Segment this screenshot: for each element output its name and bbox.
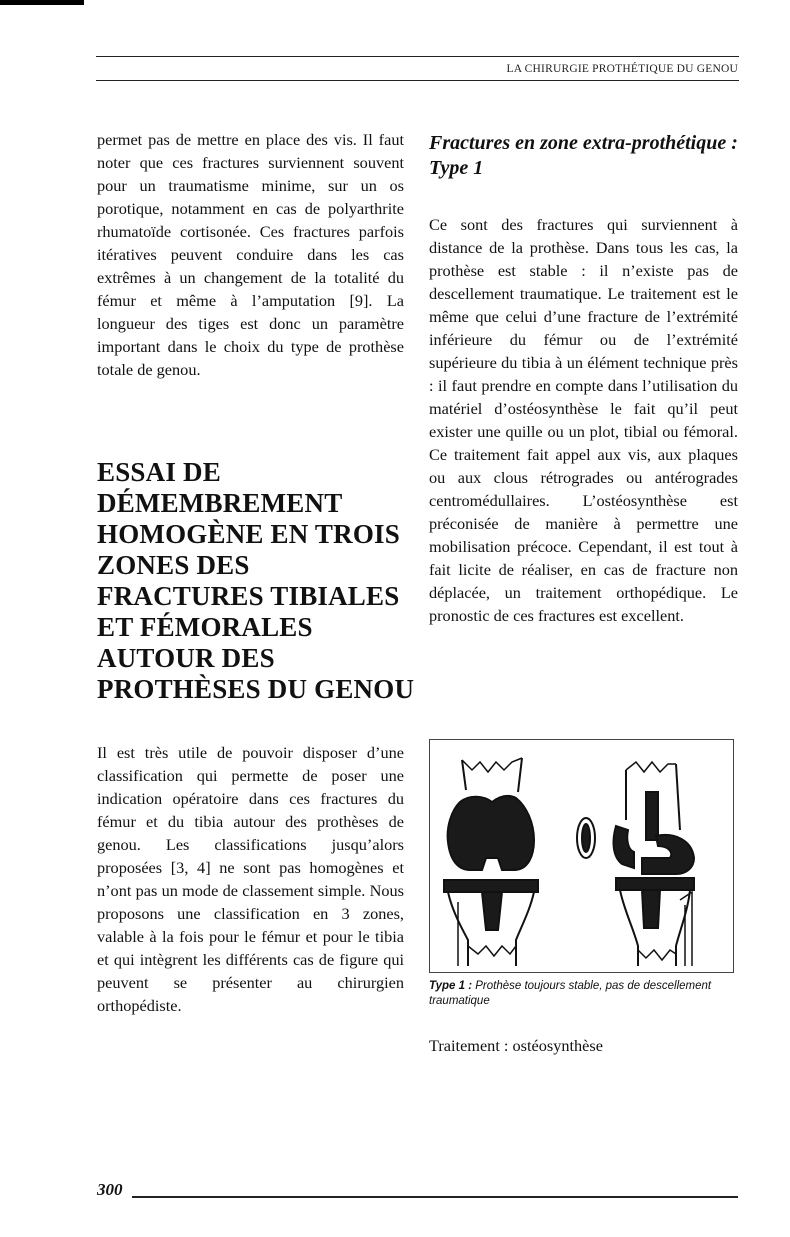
caption-text: Prothèse toujours stable, pas de descellement traumatique (429, 980, 712, 1007)
header-subrule (96, 80, 739, 81)
subsection-title: Fractures en zone extra-prothétique : Type 1 (429, 132, 738, 179)
knee-prosthesis-figure (429, 739, 734, 973)
caption-label: Type 1 : (429, 980, 473, 992)
page-number: 300 (97, 1180, 123, 1199)
right-paragraph: Ce sont des fractures qui surviennent à distance de la prothèse. Dans tous les cas, la prothèse est stable : il n’existe pas de descellement traumatique. Le traitement est le même que celui d’une fracture de l’extrémité inférieure du fémur ou de l’extrémité supérieure du tibia à un élément technique près : il faut prendre en compte dans l’utilisation du matériel d’ostéosynthèse le fait qu’il peut exister une quille ou un plot, tibial ou fémoral. Ce traitement fait appel aux vis, aux plaques ou aux clous rétrogrades ou antérogrades centromédullaires. L’ostéosynthèse est préconisée de manière à permettre une mobilisation précoce. Cependant, il est tout à fait licite de réaliser, en cas de fracture non déplacée, un traitement orthopédique. Le pronostic de ces fractures est excellent. (429, 215, 738, 625)
figure-caption (429, 979, 741, 1009)
frontal-knee-drawing (444, 758, 538, 966)
footer-rule (132, 1196, 738, 1198)
knee-prosthesis-diagram (430, 740, 733, 972)
running-head: LA CHIRURGIE PROTHÉTIQUE DU GENOU (506, 63, 738, 75)
header-rule (96, 56, 739, 57)
treatment-line: Traitement : ostéosynthèse (429, 1036, 603, 1055)
left-paragraph-1: permet pas de mettre en place des vis. Il faut noter que ces fractures surviennent souvent pour un traumatisme minime, sur un os porotique, notamment en cas de polyarthrite rhumatoïde cortisonée. Ces fractures parfois itératives peuvent conduire dans les cas extrêmes à un changement de la totalité du fémur et même à l’amputation [9]. La longueur des tiges est donc un paramètre important dans le choix du type de prothèse totale de genou. (97, 130, 404, 379)
patella-drawing (577, 818, 595, 858)
top-edge-mark (0, 0, 84, 5)
section-heading: ESSAI DE DÉMEMBREMENT HOMOGÈNE EN TROIS ZONES DES FRACTURES TIBIALES ET FÉMORALES AUTOUR DES PROTHÈSES DU GENOU (97, 457, 415, 704)
left-paragraph-2: Il est très utile de pouvoir disposer d’une classification qui permette de poser une indication opératoire dans ces fractures du fémur et du tibia autour des prothèses de genou. Les classifications jusqu’alors proposées [3, 4] ne sont pas homogènes et n’ont pas un mode de classement simple. Nous proposons une classification en 3 zones, valable à la fois pour le fémur et pour le tibia et qui intègrent les différents cas de figure qui peuvent se présenter au chirurgien orthopédiste. (97, 743, 404, 1015)
lateral-knee-drawing (614, 762, 694, 966)
